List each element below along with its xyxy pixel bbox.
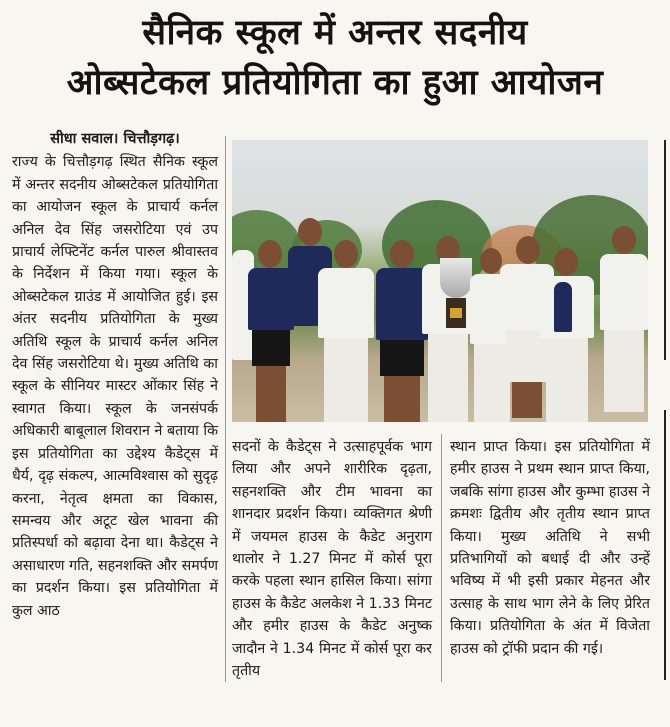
column-divider-left [225,136,226,682]
page-edge-mark-lower [664,410,666,680]
article-column-2: सदनों के कैडेट्स ने उत्साहपूर्वक भाग लिया और अपने शारीरिक दृढ़ता, सहनशक्ति और टीम भावना का शानदार प्रदर्शन किया। व्यक्तिगत श्रेणी में जयमल हाउस के कैडेट अनुराग थालोर ने 1.27 मिनट में कोर्स पूरा करके पहला स्थान हासिल किया। सांगा हाउस के कैडेट अलकेश ने 1.33 मिनट और हमीर हाउस के कैडेट अनुष्क जादौन ने 1.34 मिनट में कोर्स पूरा कर तृतीय [232,439,432,680]
article-column-3: स्थान प्राप्त किया। इस प्रतियोगिता में हमीर हाउस ने प्रथम स्थान प्राप्त किया, जबकि सांगा हाउस और कुम्भा हाउस ने क्रमशः द्वितीय और तृतीय स्थान प्राप्त किया। मुख्य अतिथि ने सभी प्रतिभागियों को बधाई दी और उन्हें भविष्य में भी इसी प्रकार मेहनत और उत्साह के साथ भाग लेने के लिए प्रेरित किया। प्रतियोगिता के अंत में विजेता हाउस को ट्रॉफी प्रदान की गई। [450,439,650,657]
headline-line-2: ओब्सटेकल प्रतियोगिता का हुआ आयोजन [66,63,604,103]
column-divider-middle [441,434,442,682]
news-photo [232,140,648,422]
dateline: सीधा सवाल। चित्तौड़गढ़। [50,131,180,147]
article-column-1 [12,128,218,622]
page-edge-mark [664,140,666,360]
headline-line-1: सैनिक स्कूल में अन्तर सदनीय [142,13,528,53]
article-text-1: राज्य के चित्तौड़गढ़ स्थित सैनिक स्कूल में अन्तर सदनीय ओब्सटेकल प्रतियोगिता का आयोजन स्कूल के प्राचार्य कर्नल अनिल देव सिंह जसरोटिया एवं उप प्राचार्य लेफ्टिनेंट कर्नल पारुल श्रीवास्तव के निर्देशन में किया गया। स्कूल के ओब्सटेकल ग्राउंड में आयोजित हुई। इस अंतर सदनीय प्रतियोगिता के मुख्य अतिथि स्कूल के प्राचार्य कर्नल अनिल देव सिंह जसरोटिया थे। मुख्य अतिथि का स्कूल के सीनियर मास्टर ओंकार सिंह ने स्वागत किया। स्कूल के जनसंपर्क अधिकारी बाबूलाल शिवरान ने बताया कि इस प्रतियोगिता का उद्देश्य कैडेट्स में धैर्य, दृढ़ संकल्प, आत्मविश्वास को सुदृढ़ करना, नेतृत्व क्षमता का विकास, समन्वय और अटूट खेल भावना की प्रतिस्पर्धा को बढ़ावा देना था। कैडेट्स ने असाधारण गति, सहनशक्ति और समर्पण का प्रदर्शन किया। इस प्रतियोगिता में कुल आठ [12,154,218,619]
headline [0,8,670,108]
